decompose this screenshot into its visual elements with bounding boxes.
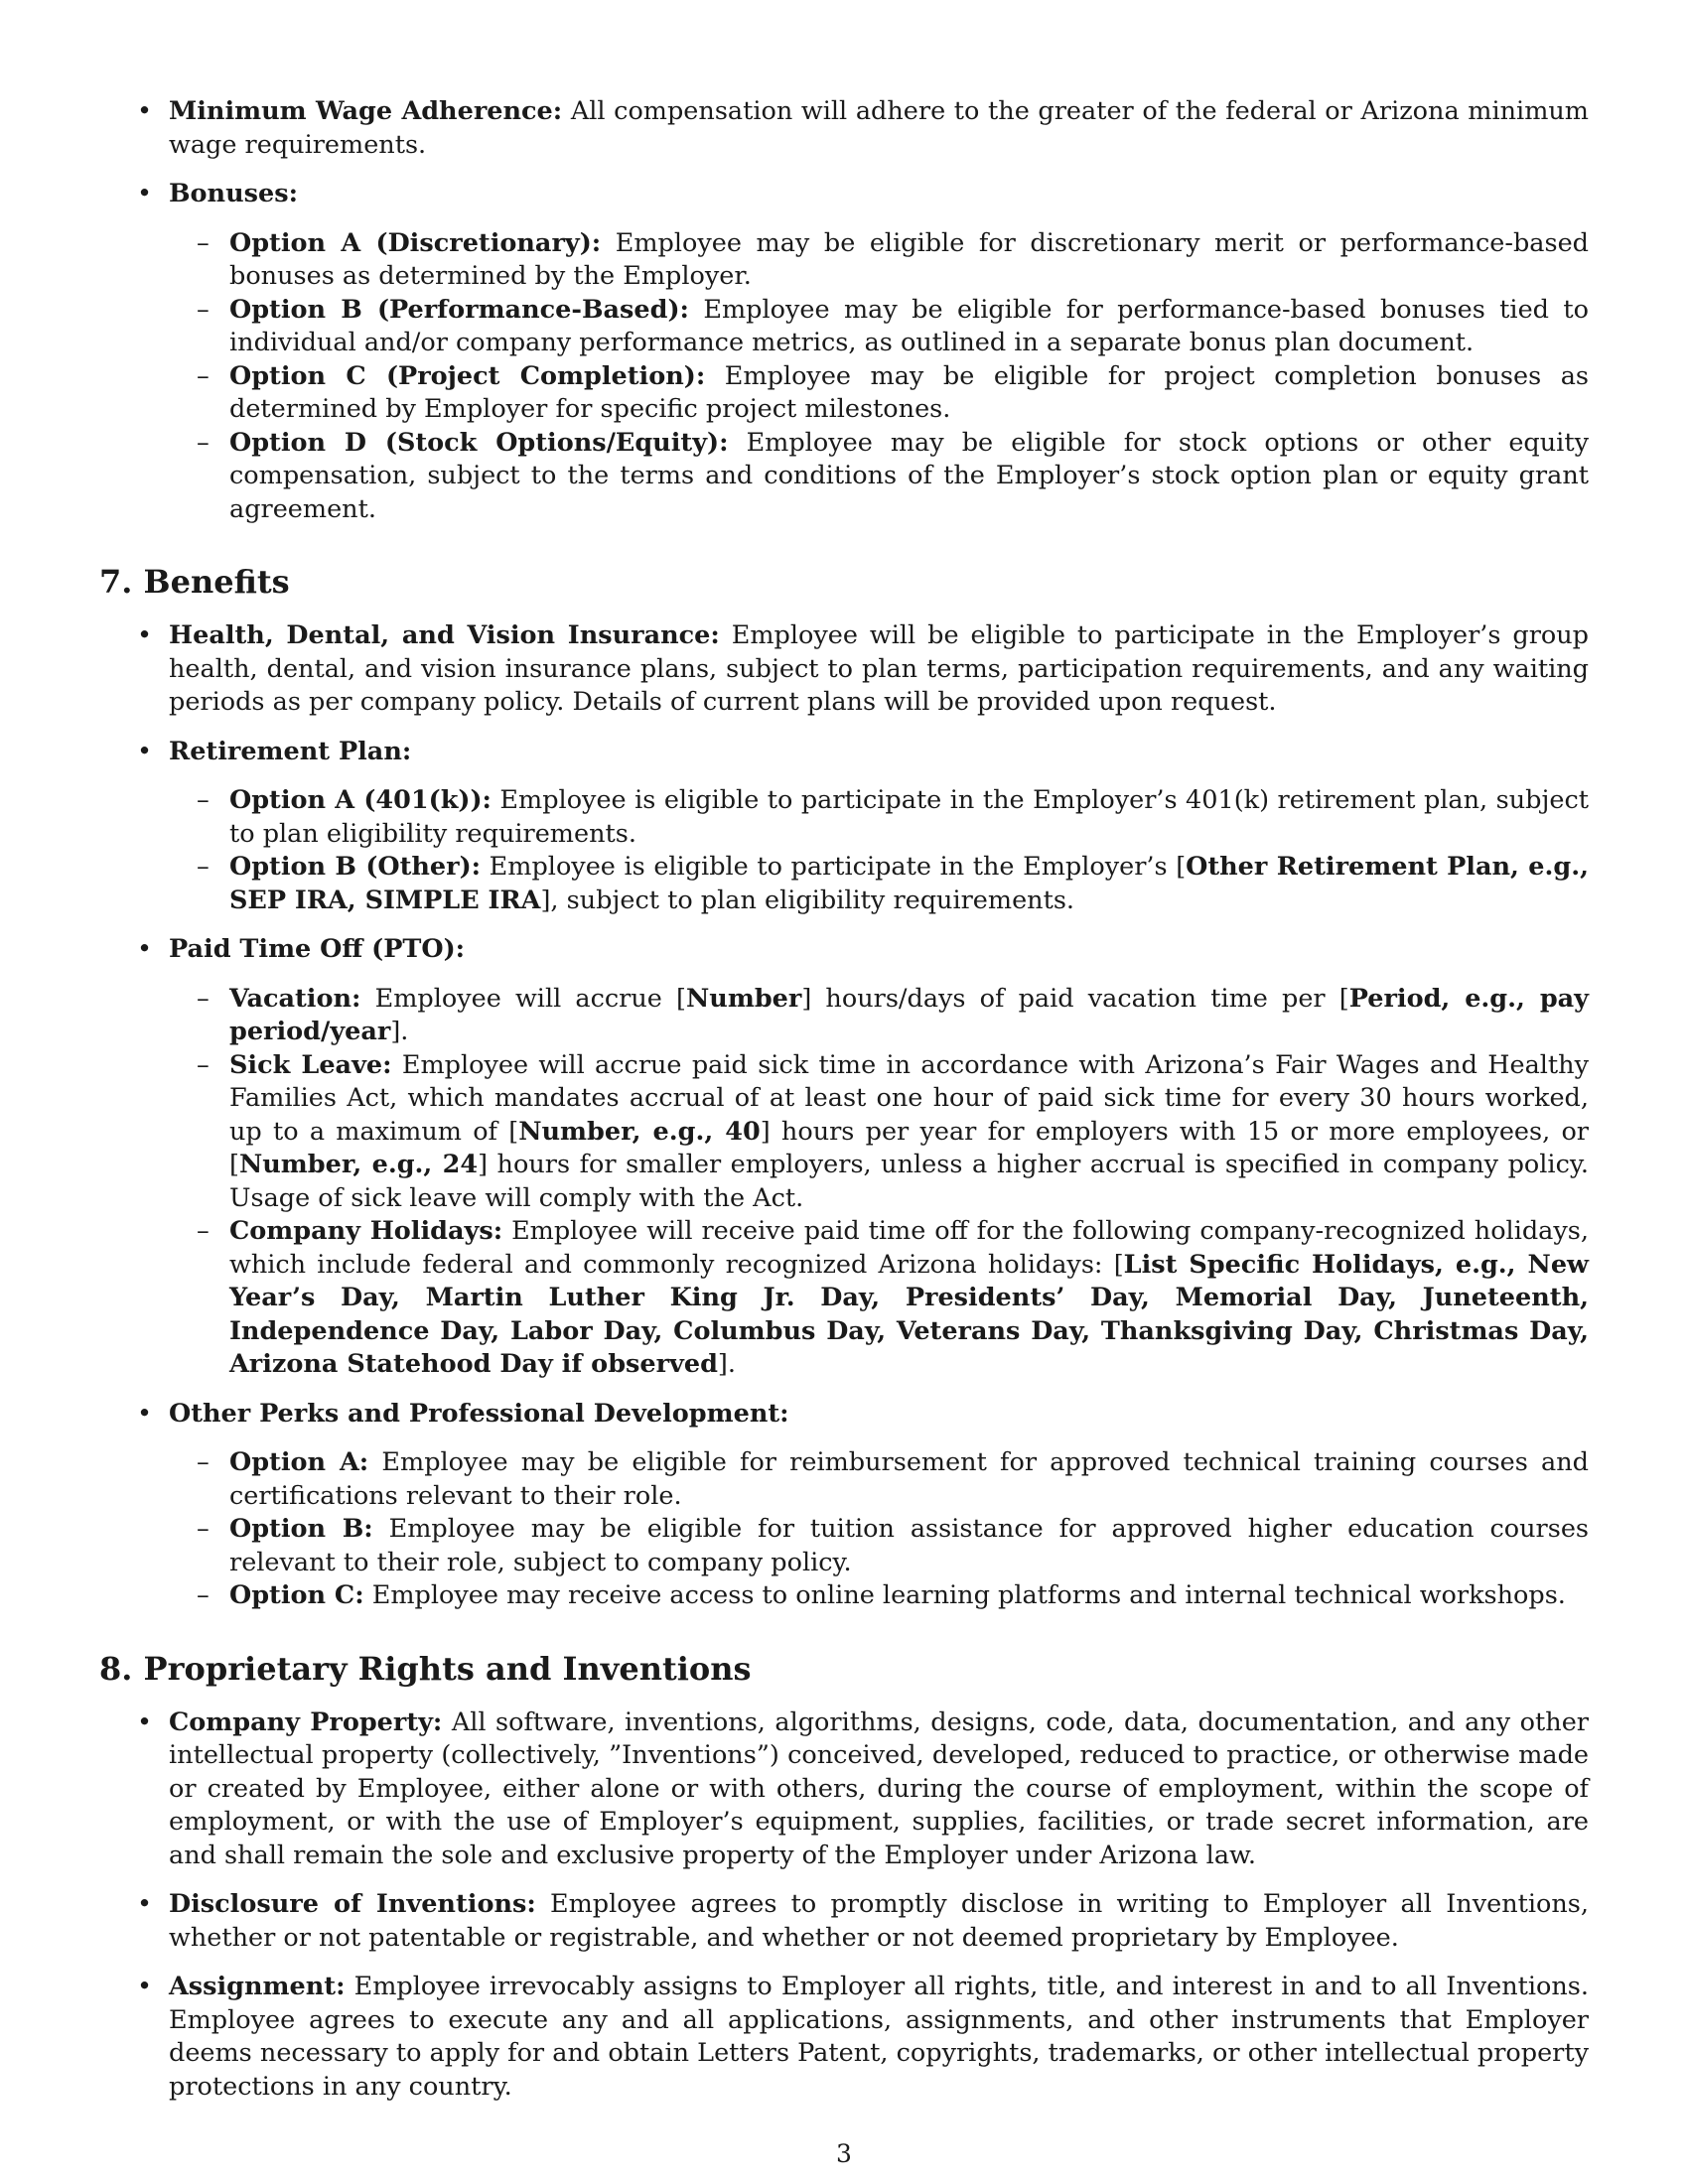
item-label: Option C (Project Completion): [229, 360, 706, 391]
item-label: Minimum Wage Adherence: [169, 96, 563, 126]
list-item [99, 178, 1589, 526]
list-item [99, 619, 1589, 720]
item-label: Assignment: [169, 1972, 346, 2001]
placeholder-text: Number, e.g., 40 [518, 1116, 761, 1147]
dash-icon: – [197, 1216, 210, 1246]
item-label: Other Perks and Professional Development: [169, 1398, 789, 1429]
sub-list-item [169, 784, 1589, 851]
dash-icon: – [197, 1580, 210, 1610]
dash-icon: – [197, 1514, 210, 1544]
item-text: Employee will be eligible to participate in the Employer’s group health, dental, and vision insurance plans, subject to plan terms, participation requirements, and any waiting periods as per company policy. Details of current plans will be provided upon request. [169, 620, 1590, 717]
item-text: ]. [717, 1349, 736, 1379]
dash-icon: – [197, 785, 210, 815]
bonus-options-list [169, 227, 1589, 527]
item-text: All compensation will adhere to the greater of the federal or Arizona minimum wage requirements. [169, 96, 1589, 160]
list-item [99, 1398, 1589, 1613]
item-label: Vacation: [229, 983, 361, 1014]
item-text: Employee may receive access to online learning platforms and internal technical workshops. [363, 1580, 1566, 1610]
sub-list-item [169, 851, 1589, 917]
list-item [99, 736, 1589, 918]
placeholder-text: Number [686, 983, 802, 1014]
dash-icon: – [197, 227, 210, 258]
sub-list-item [169, 1215, 1589, 1382]
item-text: Employee may be eligible for stock options or other equity compensation, subject to the terms and conditions of the Employer’s stock option plan or equity grant agreement. [229, 427, 1589, 524]
item-label: Option D (Stock Options/Equity): [229, 427, 729, 458]
item-label: Company Holidays: [229, 1216, 503, 1246]
dash-icon: – [197, 427, 210, 458]
section-heading-proprietary-rights: 8. Proprietary Rights and Inventions [99, 1649, 752, 1688]
sub-list-item [169, 1049, 1589, 1216]
perks-list [169, 1446, 1589, 1613]
placeholder-text: Period, e.g., pay period/year [229, 983, 1589, 1046]
item-text: ]. [390, 1017, 409, 1046]
sub-list-item [169, 427, 1589, 527]
item-text: Employee will receive paid time off for the following company-recognized holidays, which include federal and commonly recognized Arizona holidays: [ [229, 1216, 1589, 1280]
bullet-icon: • [137, 96, 153, 126]
bullet-icon: • [137, 1398, 153, 1429]
item-text: Employee agrees to promptly disclose in writing to Employer all Inventions, whether or not patentable or registrable, and whether or not deemed proprietary by Employee. [169, 1889, 1589, 1953]
bullet-icon: • [137, 934, 153, 964]
item-label: Option B (Performance-Based): [229, 294, 689, 325]
list-item [99, 1888, 1589, 1955]
dash-icon: – [197, 852, 210, 882]
item-text: ] hours/days of paid vacation time per [ [801, 983, 1349, 1014]
item-label: Paid Time Off (PTO): [169, 934, 466, 964]
placeholder-text: Other Retirement Plan, e.g., SEP IRA, SIMPLE IRA [229, 852, 1589, 915]
page-number: 3 [836, 2139, 852, 2168]
item-text: Employee may be eligible for performance-based bonuses tied to individual and/or company performance metrics, as outlined in a separate bonus plan document. [229, 294, 1589, 357]
sub-list-item [169, 360, 1589, 427]
sub-list-item [169, 1446, 1589, 1513]
compensation-list [99, 95, 1589, 526]
item-text: Employee will accrue [ [360, 983, 686, 1014]
section-heading-benefits: 7. Benefits [99, 563, 290, 601]
item-label: Sick Leave: [229, 1049, 392, 1080]
item-label: Disclosure of Inventions: [169, 1889, 536, 1919]
sub-list-item [169, 294, 1589, 360]
dash-icon: – [197, 983, 210, 1014]
item-label: Health, Dental, and Vision Insurance: [169, 620, 720, 650]
placeholder-text: Number, e.g., 24 [238, 1150, 479, 1179]
page-content [99, 95, 1589, 2119]
dash-icon: – [197, 1049, 210, 1080]
dash-icon: – [197, 360, 210, 391]
item-text: Employee will accrue paid sick time in accordance with Arizona’s Fair Wages and Healthy Families Act, which mandates accrual of at least one hour of paid sick time for every 30 hours worked, up to a maximum of [ [229, 1049, 1589, 1147]
item-text: Employee may be eligible for discretionary merit or performance-based bonuses as determined by the Employer. [229, 227, 1589, 291]
sub-list-item [169, 1579, 1589, 1613]
list-item [99, 95, 1589, 162]
item-text: Employee is eligible to participate in the Employer’s [ [481, 852, 1187, 882]
bullet-icon: • [137, 1706, 153, 1737]
item-text: Employee may be eligible for reimbursement for approved technical training courses and certifications relevant to their role. [229, 1447, 1589, 1511]
bullet-icon: • [137, 1889, 153, 1919]
item-text: ] hours for smaller employers, unless a higher accrual is specified in company policy. Usage of sick leave will comply with the Act. [229, 1150, 1589, 1213]
item-label: Option A (401(k)): [229, 785, 492, 815]
bullet-icon: • [137, 736, 153, 766]
list-item [99, 933, 1589, 1382]
item-label: Option A (Discretionary): [229, 227, 602, 258]
benefits-list [99, 619, 1589, 1613]
sub-list-item [169, 1513, 1589, 1579]
dash-icon: – [197, 294, 210, 325]
item-text: Employee may be eligible for project completion bonuses as determined by Employer for specific project milestones. [229, 360, 1589, 424]
item-label: Option B: [229, 1514, 373, 1544]
item-label: Company Property: [169, 1706, 443, 1737]
placeholder-text: List Specific Holidays, e.g., New Year’s Day, Martin Luther King Jr. Day, Presidents’ Day, Memorial Day, Juneteenth, Independence Day, Labor Day, Columbus Day, Veterans Day, Thanksgiving Day, Christmas Day, Arizona Statehood Day if observed [229, 1249, 1589, 1379]
list-item [99, 1706, 1589, 1873]
item-text: ] hours per year for employers with 15 or more employees, or [ [229, 1116, 1589, 1179]
bullet-icon: • [137, 179, 153, 208]
list-item [99, 1971, 1589, 2104]
bullet-icon: • [137, 1972, 153, 2001]
pto-list [169, 983, 1589, 1382]
item-text: All software, inventions, algorithms, designs, code, data, documentation, and any other intellectual property (collectively, ”Inventions”) conceived, developed, reduced to practice, or otherwise made or created by Employee, either alone or with others, during the course of employment, within the scope of employment, or with the use of Employer’s equipment, supplies, facilities, or trade secret information, are and shall remain the sole and exclusive property of the Employer under Arizona law. [169, 1706, 1589, 1870]
item-text: ], subject to plan eligibility requirements. [540, 885, 1075, 915]
bullet-icon: • [137, 620, 153, 650]
item-label: Bonuses: [169, 179, 298, 208]
sub-list-item [169, 227, 1589, 294]
item-text: Employee is eligible to participate in the Employer’s 401(k) retirement plan, subject to plan eligibility requirements. [229, 785, 1589, 849]
proprietary-rights-list [99, 1706, 1589, 2105]
item-label: Option B (Other): [229, 852, 482, 882]
item-label: Option C: [229, 1580, 364, 1610]
item-text: Employee irrevocably assigns to Employer all rights, title, and interest in and to all Inventions. Employee agrees to execute any and all applications, assignments, and other instruments that Employer deems necessary to apply for and obtain Letters Patent, copyrights, trademarks, or other intellectual property protections in any country. [169, 1972, 1589, 2102]
sub-list-item [169, 983, 1589, 1049]
item-label: Retirement Plan: [169, 736, 412, 766]
item-text: Employee may be eligible for tuition assistance for approved higher education courses relevant to their role, subject to company policy. [229, 1514, 1589, 1577]
item-label: Option A: [229, 1447, 369, 1477]
retirement-options-list [169, 784, 1589, 917]
dash-icon: – [197, 1447, 210, 1477]
